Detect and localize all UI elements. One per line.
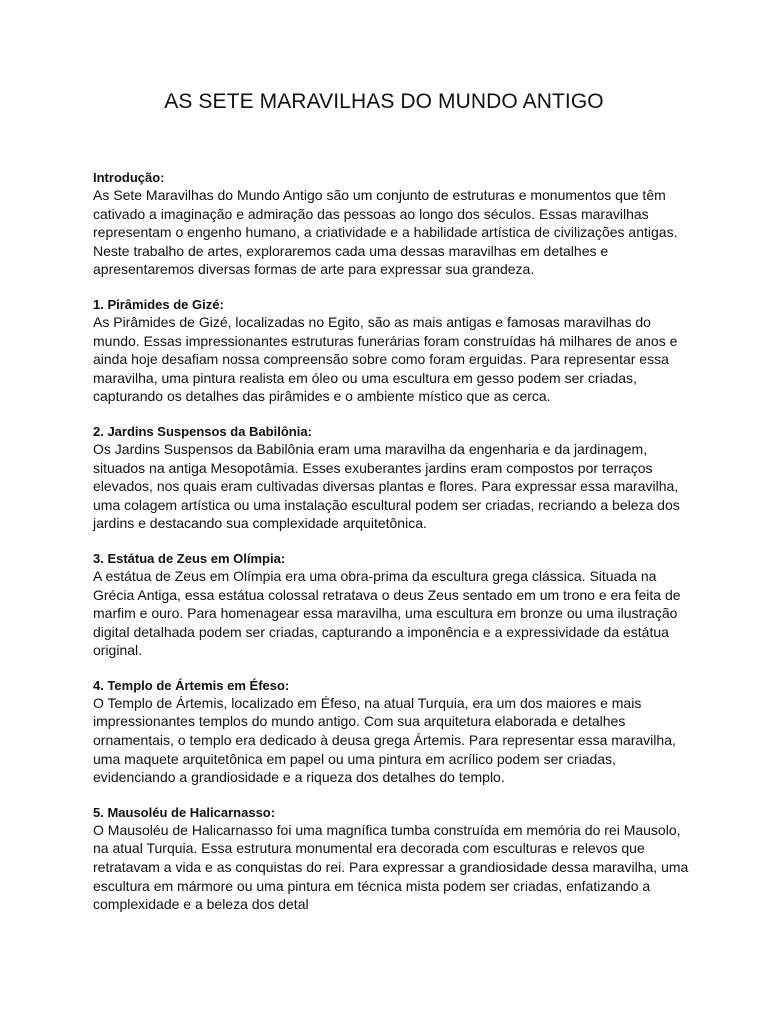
section-heading: Introdução: — [93, 170, 165, 185]
section-heading: 3. Estátua de Zeus em Olímpia: — [93, 550, 286, 566]
section-body: O Templo de Ártemis, localizado em Éfeso, na atual Turquia, era um dos maiores e mais impressionantes templos do mundo antigo. Com sua arquitetura elaborada e detalhes ornamentais, o templo era dedicado à deusa grega Ártemis. Para representar essa maravilha, uma maquete arquitetônica em papel ou uma pintura em acrílico podem ser criadas, evidenciando a grandiosidade e a riqueza dos detalhes do templo. — [93, 694, 676, 786]
section-templo-de-artemis — [93, 677, 693, 787]
section-body: As Pirâmides de Gizé, localizadas no Egito, são as mais antigas e famosas maravilhas do mundo. Essas impressionantes estruturas funerárias foram construídas há milhares de anos e ainda hoje desafiam nossa compreensão sobre como foram erguidas. Para representar essa maravilha, uma pintura realista em óleo ou uma escultura em gesso podem ser criadas, capturando os detalhes das pirâmides e o ambiente místico que as cerca. — [93, 313, 678, 405]
section-introduction — [93, 169, 693, 279]
section-body: A estátua de Zeus em Olímpia era uma obra-prima da escultura grega clássica. Situada na Grécia Antiga, essa estátua colossal retratava o deus Zeus sentado em um trono e era feita de marfim e ouro. Para homenagear essa maravilha, uma escultura em bronze ou uma ilustração digital detalhada podem ser criadas, capturando a imponência e a expressividade da estátua original. — [93, 567, 681, 659]
section-jardins-suspensos — [93, 423, 693, 533]
section-estatua-de-zeus — [93, 550, 693, 660]
section-heading: 4. Templo de Ártemis em Éfeso: — [93, 677, 290, 693]
section-mausoleu-de-halicarnasso — [93, 804, 693, 914]
document-title: AS SETE MARAVILHAS DO MUNDO ANTIGO — [164, 90, 604, 113]
section-piramides-de-gize — [93, 296, 693, 406]
section-heading: 2. Jardins Suspensos da Babilônia: — [93, 423, 312, 439]
section-body: O Mausoléu de Halicarnasso foi uma magnífica tumba construída em memória do rei Mausolo, na atual Turquia. Essa estrutura monumental era decorada com esculturas e relevos que retratavam a vida e as conquistas do rei. Para expressar a grandiosidade dessa maravilha, uma escultura em mármore ou uma pintura em técnica mista podem ser criadas, enfatizando a complexidade e a beleza dos detal — [93, 821, 689, 913]
section-body: As Sete Maravilhas do Mundo Antigo são um conjunto de estruturas e monumentos que têm cativado a imaginação e admiração das pessoas ao longo dos séculos. Essas maravilhas representam o engenho humano, a criatividade e a habilidade artística de civilizações antigas. Neste trabalho de artes, exploraremos cada uma dessas maravilhas em detalhes e apresentaremos diversas formas de arte para expressar sua grandeza. — [93, 187, 678, 278]
section-heading: 5. Mausoléu de Halicarnasso: — [93, 804, 276, 820]
document-content — [93, 169, 693, 931]
section-heading: 1. Pirâmides de Gizé: — [93, 296, 224, 312]
section-body: Os Jardins Suspensos da Babilônia eram uma maravilha da engenharia e da jardinagem, situados na antiga Mesopotâmia. Esses exuberantes jardins eram compostos por terraços elevados, nos quais eram cultivadas diversas plantas e flores. Para expressar essa maravilha, uma colagem artística ou uma instalação escultural podem ser criadas, recriando a beleza dos jardins e destacando sua complexidade arquitetônica. — [93, 440, 680, 532]
